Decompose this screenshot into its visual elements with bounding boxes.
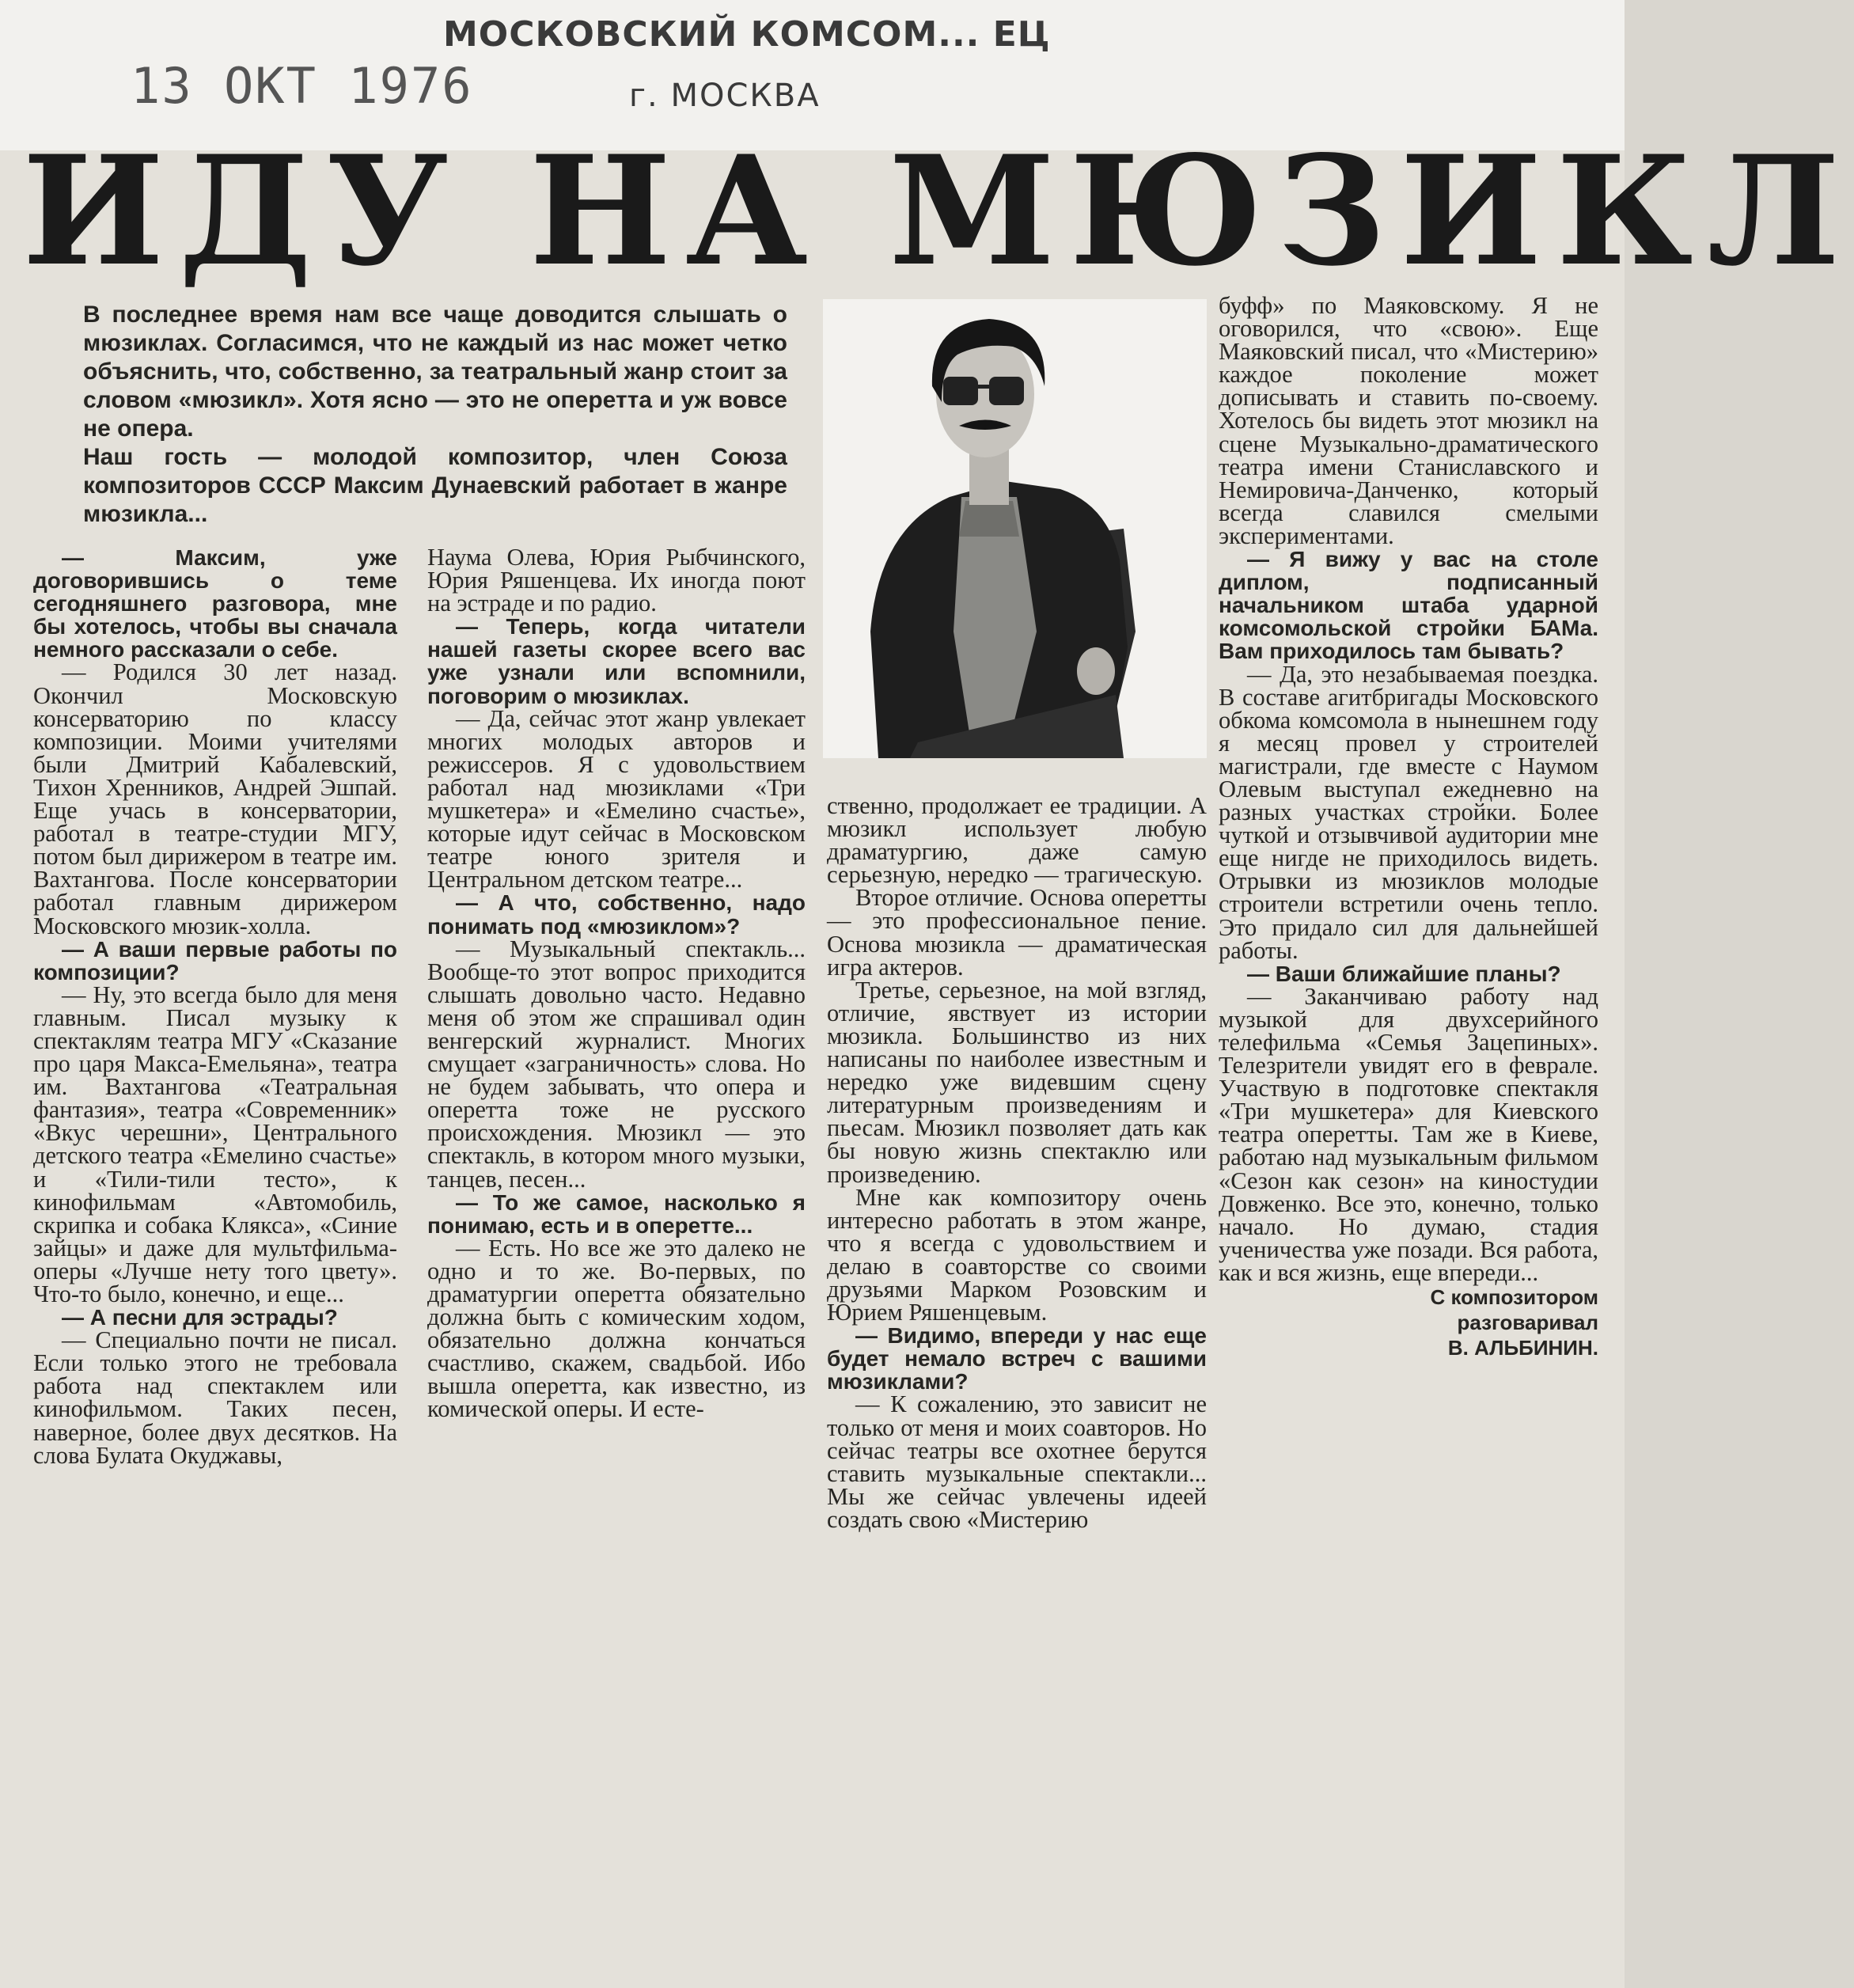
article-column-4 [1219,294,1598,1360]
interview-answer: буфф» по Маяковскому. Я не оговорился, что «свою». Еще Маяковский писал, что «Мистерию» каждое поколение может дописывать и ставить по-своему. Хотелось бы видеть этот мюзикл на сцене Музыкально-драматического театра имени Станиславского и Немировича-Данченко, который всегда славился смелыми экспериментами. [1219,292,1598,549]
interview-question: — Теперь, когда читатели нашей газеты скорее всего вас уже узнали или вспомнили, поговорим о мюзиклах. [427,614,806,708]
interview-answer: — Музыкальный спектакль... Вообще-то этот вопрос приходится слышать довольно часто. Недавно меня об этом же спрашивал один венгерский журналист. Многих смущает «заграничность» слова. Но не будем забывать, что опера и оперетта тоже не русского происхождения. Мюзикл — это спектакль, в котором много музыки, танцев, песен... [427,935,806,1193]
lead-paragraph: Наш гость — молодой композитор, член Союза композиторов СССР Максим Дунаевский работает в жанре мюзикла... [83,444,787,527]
interview-answer: — Родился 30 лет назад. Окончил Московскую консерваторию по классу композиции. Моими учителями были Дмитрий Кабалевский, Тихон Хренников, Андрей Эшпай. Еще учась в консерватории, работал в театре-студии МГУ, потом был дирижером в театре им. Вахтангова. После консерватории работал главным дирижером Московского мюзик-холла. [33,658,397,939]
interview-answer: — Есть. Но все же это далеко не одно и то же. Во-первых, по драматургии оперетта обязательно должна быть с комическим ходом, обязательно должна кончаться счастливо, скажем, свадьбой. Ибо вышла оперетта, как известно, из комической оперы. И есте- [427,1234,806,1423]
composer-photo [823,299,1207,758]
interview-answer: Наума Олева, Юрия Рыбчинского, Юрия Ряшенцева. Их иногда поют на эстраде и по радио. [427,544,806,617]
interview-answer: — Ну, это всегда было для меня главным. Писал музыку к спектаклям театра МГУ «Сказание про царя Макса-Емельяна», театра им. Вахтангова «Театральная фантазия», театра «Современник» «Вкус черешни», Центрального детского театра «Емелино счастье» и «Тили-тили тесто», к кинофильмам «Автомобиль, скрипка и собака Клякса», «Синие зайцы» и даже для мультфильма-оперы «Лучше нету того цвету». Что-то было, конечно, и еще... [33,981,397,1307]
interview-answer: ственно, продолжает ее традиции. А мюзикл использует любую драматургию, даже самую серьезную, нередко — трагическую. [827,792,1207,889]
signature-author: В. АЛЬБИНИН. [1447,1336,1598,1360]
interview-question: — То же самое, насколько я понимаю, есть и в оперетте... [427,1189,806,1238]
interview-answer: — Заканчиваю работу над музыкой для двухсерийного телефильма «Семья Зацепиных». Телезрители увидят его в феврале. Участвую в подготовке спектакля «Три мушкетера» для Киевского театра оперетты. Там же в Киеве, работаю над музыкальным фильмом «Сезон как сезон» на киностудии Довженко. Все это, конечно, только начало. Но думаю, стадия ученичества уже позади. Вся работа, как и вся жизнь, еще впереди... [1219,982,1598,1286]
interview-question: — А песни для эстрады? [62,1305,338,1330]
interview-answer: — Да, это незабываемая поездка. В составе агитбригады Московского обкома комсомола в нынешнем году я месяц провел у строителей магистрали, где вместе с Наумом Олевым выступал ежедневно на разных участках стройки. Более чуткой и отзывчивой аудитории мне еще нигде не приходилось видеть. Отрывки из мюзиклов молодые строители встретили очень тепло. Это придало сил для дальнейшей работы. [1219,660,1598,964]
stamp-newspaper-name: МОСКОВСКИЙ КОМСОМ... ЕЦ [443,14,1051,55]
article-column-2 [427,546,806,1421]
signature-line: разговаривал [1457,1311,1598,1335]
author-signature [1219,1284,1598,1360]
interview-answer: — Да, сейчас этот жанр увлекает многих молодых авторов и режиссеров. Я с удовольствием работал над мюзиклами «Три мушкетера» и «Емелино счастье», которые идут сейчас в Московском театре юного зрителя и Центральном детском театре... [427,704,806,893]
interview-question: — Максим, уже договорившись о теме сегодняшнего разговора, мне бы хотелось, чтобы вы сначала немного рассказали о себе. [33,545,397,662]
article-headline: ИДУ НА МЮЗИКЛ [22,123,1854,299]
interview-answer: Третье, серьезное, на мой взгляд, отличие, явствует из истории мюзикла. Большинство из них написаны по наиболее известным и нередко уже видевшим сцену литературным произведениям и пьесам. Мюзикл позволяет дать как бы новую жизнь спектаклю или произведению. [827,976,1207,1188]
interview-question: — А что, собственно, надо понимать под «мюзиклом»? [427,890,806,939]
interview-question: — А ваши первые работы по композиции? [33,936,397,985]
stamp-city: г. МОСКВА [629,78,821,114]
portrait-illustration [823,299,1207,758]
interview-answer: Второе отличие. Основа оперетты — это профессиональное пение. Основа мюзикла — драматическая игра актеров. [827,884,1207,981]
interview-question: — Видимо, впереди у нас еще будет немало встреч с вашими мюзиклами? [827,1323,1207,1394]
article-lead [83,301,787,529]
interview-answer: Мне как композитору очень интересно работать в этом жанре, что я всегда с удовольствием и делаю в соавторстве со своими друзьями Марком Розовским и Юрием Ряшенцевым. [827,1183,1207,1326]
interview-question: — Ваши ближайшие планы? [1247,961,1561,986]
signature-line: С композитором [1430,1285,1598,1310]
interview-answer: — К сожалению, это зависит не только от меня и моих соавторов. Но сейчас театры все охотнее берутся ставить музыкальные спектакли... Мы же сейчас увлечены идеей создать свою «Мистерию [827,1390,1207,1533]
lead-paragraph: В последнее время нам все чаще доводится слышать о мюзиклах. Согласимся, что не каждый из нас может четко объяснить, что, собственно, за театральный жанр стоит за словом «мюзикл». Хотя ясно — это не оперетта и уж вовсе не опера. [83,302,787,442]
article-column-3 [827,792,1207,1533]
article-column-1 [33,546,397,1467]
interview-question: — Я вижу у вас на столе диплом, подписанный начальником штаба ударной комсомольской стройки БАМа. Вам приходилось там бывать? [1219,547,1598,664]
stamp-date: 13 ОКТ 1976 [131,57,473,115]
interview-answer: — Специально почти не писал. Если только этого не требовала работа над спектаклем или кинофильмом. Таких песен, наверное, более двух десятков. На слова Булата Окуджавы, [33,1326,397,1469]
